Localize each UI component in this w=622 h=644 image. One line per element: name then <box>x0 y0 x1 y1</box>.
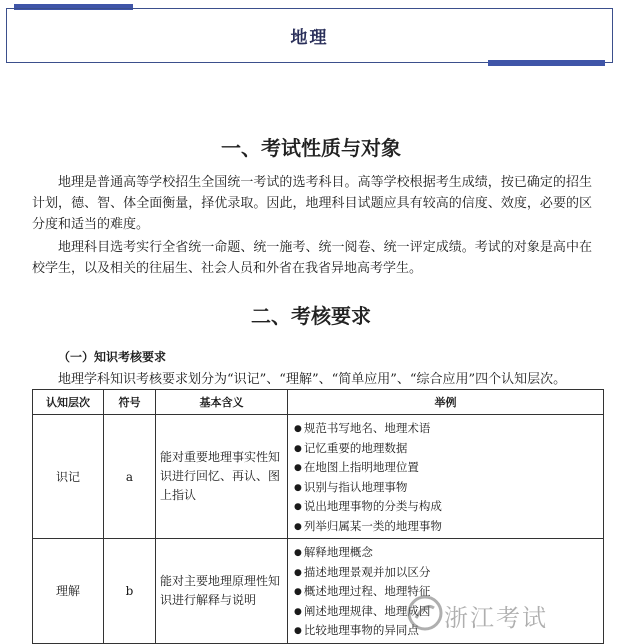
section-2-title: 二、考核要求 <box>251 304 371 328</box>
col-header-level: 认知层次 <box>33 390 104 415</box>
cell-examples <box>288 415 604 539</box>
header-box <box>6 8 613 63</box>
header-accent-bar-bottom <box>488 60 605 66</box>
section-1-title: 一、考试性质与对象 <box>221 136 401 160</box>
watermark-text: 浙江考试 <box>444 604 548 632</box>
page-title: 地理 <box>290 28 329 48</box>
col-header-meaning: 基本含义 <box>156 390 288 415</box>
example-item: ● 在地图上指明地理位置 <box>294 458 599 478</box>
example-item: ● 比较地理事物的异同点 <box>294 621 599 641</box>
cell-level: 识记 <box>33 415 104 539</box>
section-1-paragraph-1: 地理是普通高等学校招生全国统一考试的选考科目。高等学校根据考生成绩，按已确定的招生计划，德、智、体全面衡量，择优录取。因此，地理科目试题应具有较高的信度、效度，必要的区分度和适当的难度。 <box>32 175 592 232</box>
example-item: ● 记忆重要的地理数据 <box>294 439 599 459</box>
section-2-subtitle: （一）知识考核要求 <box>58 350 167 364</box>
cell-symbol: a <box>104 415 156 539</box>
example-item: ● 描述地理景观并加以区分 <box>294 563 599 583</box>
watermark-logo-icon <box>406 594 444 632</box>
cell-level: 理解 <box>33 539 104 644</box>
col-header-symbol: 符号 <box>104 390 156 415</box>
table-header-row <box>33 390 604 415</box>
section-2-intro: 地理学科知识考核要求划分为“识记”、“理解”、“简单应用”、“综合应用”四个认知层次。 <box>58 372 567 387</box>
example-item: ● 阐述地理规律、地理成因 <box>294 602 599 622</box>
cell-meaning: 能对重要地理事实性知识进行回忆、再认、图上指认 <box>156 415 288 539</box>
col-header-examples: 举例 <box>288 390 604 415</box>
example-item: ● 列举归属某一类的地理事物 <box>294 517 599 537</box>
example-item: ● 规范书写地名、地理术语 <box>294 419 599 439</box>
example-item: ● 说出地理事物的分类与构成 <box>294 497 599 517</box>
cell-symbol: b <box>104 539 156 644</box>
table-row <box>33 415 604 539</box>
example-item: ● 解释地理概念 <box>294 543 599 563</box>
example-item: ● 识别与指认地理事物 <box>294 478 599 498</box>
section-1-paragraph-2: 地理科目选考实行全省统一命题、统一施考、统一阅卷、统一评定成绩。考试的对象是高中在校学生，以及相关的往届生、社会人员和外省在我省异地高考学生。 <box>32 240 592 276</box>
cell-meaning: 能对主要地理原理性知识进行解释与说明 <box>156 539 288 644</box>
example-item: ● 概述地理过程、地理特征 <box>294 582 599 602</box>
